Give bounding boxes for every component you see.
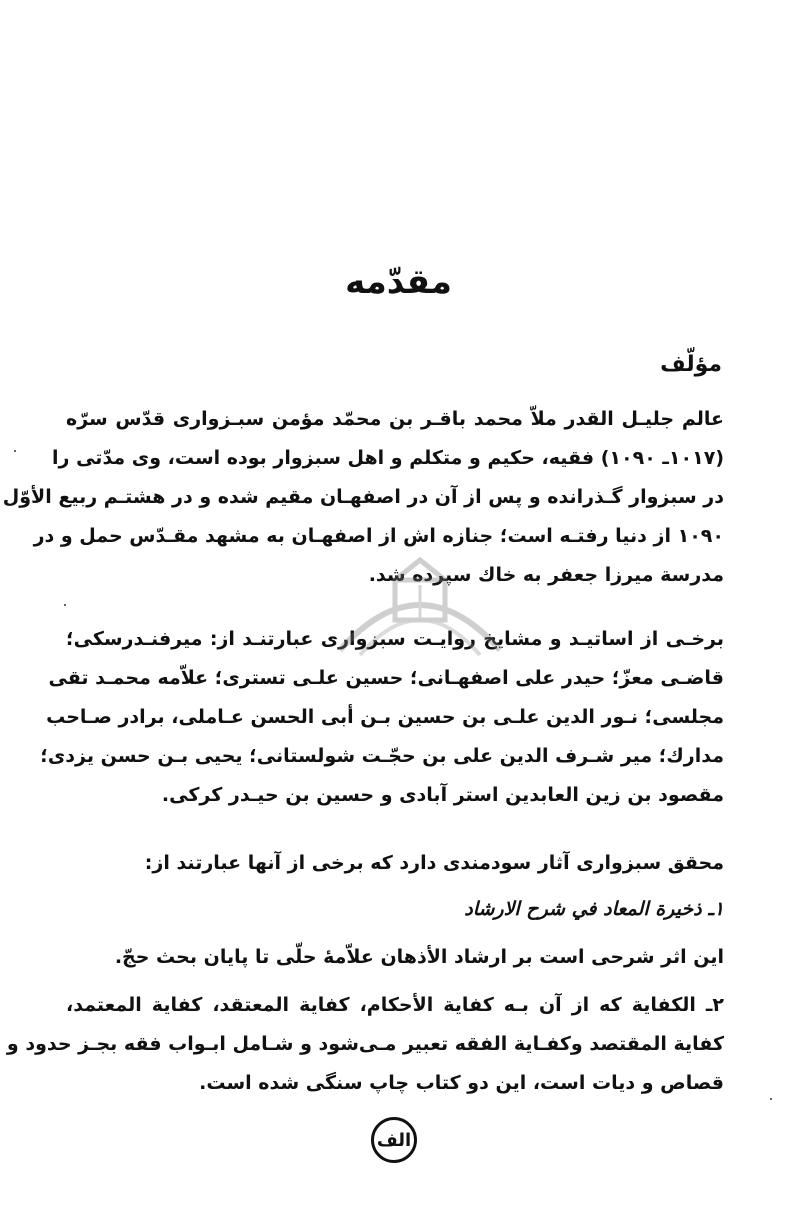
text-line: این اثر شرحی است بر ارشاد الأذهان علاّمهٔ حلّی تا پایان بحث حجّ.: [114, 946, 724, 968]
text-line: برخـی از اساتیـد و مشایخ روایـت سبزواری عبارتنـد از: میرفنـدرسکی؛: [66, 628, 724, 650]
work-item-1-title: [66, 890, 724, 929]
scan-speck: [14, 450, 16, 452]
text-line: ۱۰۹۰ از دنیا رفتـه است؛ جنازه اش از اصفهـان به مشهد مقـدّس حمل و در: [33, 525, 724, 547]
text-line: (۱۰۱۷ـ ۱۰۹۰) فقیه، حکیم و متکلم و اهل سبزوار بوده است، وی مدّتی را: [52, 447, 724, 469]
text-line: محقق سبزواری آثار سودمندی دارد که برخی از آنها عبارتند از:: [144, 852, 724, 874]
text-line: ۲ـ الکفایة که از آن بـه کفایة الأحکام، کفایة المعتقد، کفایة المعتمد،: [66, 994, 724, 1016]
scan-speck: [64, 604, 66, 606]
text-line: مجلسی؛ نـور الدین علـی بن حسین بـن أبی الحسن عـاملی، برادر صـاحب: [46, 706, 724, 728]
text-line: عالم جلیـل القدر ملاّ محمد باقـر بن محمّد مؤمن سبـزواری قدّس سرّه: [66, 408, 724, 430]
page-number: الف: [371, 1117, 417, 1163]
paragraph-works-intro: [66, 844, 724, 883]
scan-speck: [770, 1098, 772, 1100]
work-item-1-description: [66, 938, 724, 977]
work-item-2: [6, 986, 724, 1103]
text-line: مدرسة میرزا جعفر به خاك سپرده شد.: [368, 564, 724, 586]
library-seal-icon: [300, 540, 540, 690]
text-line: ۱ـ ذخیرة المعاد في شرح الارشاد: [464, 898, 724, 920]
section-heading: مؤلّف: [660, 352, 722, 377]
text-line: در سبزوار گـذرانده و پس از آن در اصفهـان مقیم شده و در هشتـم ربیع الأوّل: [2, 486, 724, 508]
text-line: مقصود بن زین العابدین استر آبادی و حسین بن حیـدر کرکی.: [161, 784, 724, 806]
text-line: قاضـی معزّ؛ حیدر علی اصفهـانی؛ حسین علـی تستری؛ علاّمه محمـد تقی: [48, 667, 724, 689]
text-line: کفایة المقتصد وکفـایة الفقه تعبیر مـی‌شود و شـامل ابـواب فقه بجـز حدود و: [6, 1033, 724, 1055]
page-title: مقدّمه: [345, 262, 452, 302]
text-line: قصاص و دیات است، این دو کتاب چاپ سنگی شده است.: [199, 1072, 724, 1094]
text-line: مدارك؛ میر شـرف الدین علی بن حجّـت شولستانی؛ یحیی بـن حسن یزدی؛: [40, 745, 724, 767]
